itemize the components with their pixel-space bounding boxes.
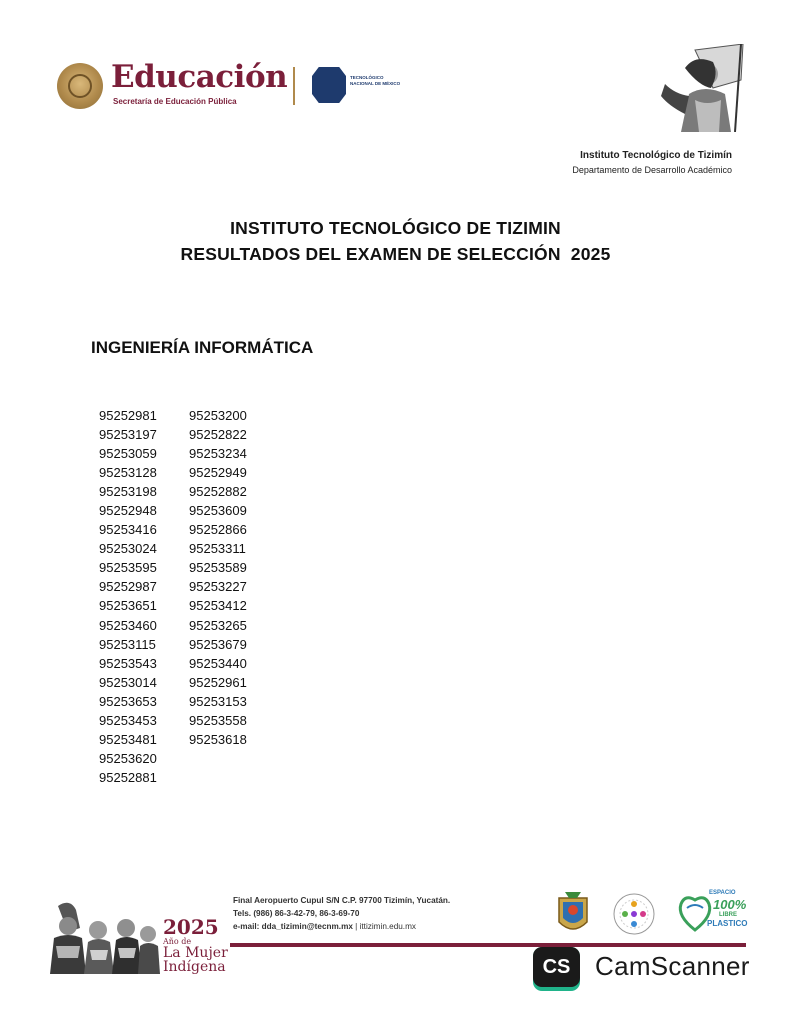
contact-block <box>233 894 450 933</box>
mexican-seal-icon <box>57 63 103 109</box>
plastic-free-logo <box>675 890 748 936</box>
result-id: 95253543 <box>99 655 157 671</box>
phones-line: Tels. (986) 86-3-42-79, 86-3-69-70 <box>233 909 360 918</box>
result-id: 95252981 <box>99 408 157 423</box>
result-id: 95253609 <box>189 503 247 519</box>
website-link[interactable]: | ittizimin.edu.mx <box>352 922 416 931</box>
result-id: 95253620 <box>99 750 157 766</box>
institution-name: Instituto Tecnológico de Tizimín <box>580 150 732 161</box>
year-commemoration <box>163 917 233 974</box>
address-line: Final Aeropuerto Cupul S/N C.P. 97700 Tizimín, Yucatán. <box>233 896 451 905</box>
results-column-2 <box>189 406 247 749</box>
result-id: 95253595 <box>99 560 157 576</box>
result-id: 95253198 <box>99 484 157 500</box>
result-id: 95253115 <box>99 636 156 652</box>
year-line-indigena: Indígena <box>163 959 226 975</box>
year-line-la-mujer: La Mujer <box>163 945 228 961</box>
document-title-line1: INSTITUTO TECNOLÓGICO DE TIZIMIN <box>230 218 561 238</box>
logo-c-plastico: PLASTICO <box>707 919 748 928</box>
tecnm-line2: NACIONAL DE MÉXICO <box>350 81 401 86</box>
logo-c-libre: LIBRE <box>719 912 737 918</box>
result-id: 95253059 <box>99 446 157 462</box>
result-id: 95252866 <box>189 522 247 538</box>
result-id: 95253412 <box>189 598 247 614</box>
year-line-ano-de: Año de <box>163 937 192 946</box>
logo-c-espacio: ESPACIO <box>709 890 736 896</box>
result-id: 95253265 <box>189 617 247 633</box>
result-id: 95253024 <box>99 541 157 557</box>
indigenous-women-illustration <box>40 898 160 974</box>
email-web-line <box>233 920 450 933</box>
result-id: 95253197 <box>99 427 157 443</box>
camscanner-logo-icon <box>533 947 580 991</box>
result-id: 95253618 <box>189 731 247 747</box>
email-link[interactable]: e-mail: dda_tizimin@tecnm.mx <box>233 922 353 931</box>
result-id: 95252882 <box>189 484 247 500</box>
sep-subtitle: Secretaría de Educación Pública <box>113 97 237 106</box>
results-column-1 <box>99 406 157 787</box>
sep-educacion-logo <box>57 59 407 109</box>
camscanner-wordmark: CamScanner <box>595 951 750 981</box>
heroine-illustration <box>655 44 745 132</box>
tecnm-line1: TECNOLÓGICO <box>350 75 384 80</box>
result-id: 95253460 <box>99 617 157 633</box>
program-heading: INGENIERÍA INFORMÁTICA <box>91 338 314 357</box>
tecnm-shield-icon <box>312 67 346 103</box>
logo-divider <box>293 67 295 105</box>
result-id: 95253651 <box>99 598 157 614</box>
result-id: 95253311 <box>189 541 246 557</box>
result-id: 95253014 <box>99 674 157 690</box>
result-id: 95252948 <box>99 503 157 519</box>
result-id: 95253481 <box>99 731 157 747</box>
result-id: 95252987 <box>99 579 157 595</box>
year-2025: 2025 <box>163 915 219 939</box>
result-id: 95253227 <box>189 579 247 595</box>
tizimin-crest-logo <box>553 888 593 938</box>
result-id: 95253234 <box>189 446 247 462</box>
result-id: 95253128 <box>99 465 157 481</box>
result-id: 95253558 <box>189 712 247 728</box>
result-id: 95253453 <box>99 712 157 728</box>
camscanner-watermark <box>533 945 773 993</box>
result-id: 95253589 <box>189 560 247 576</box>
result-id: 95253416 <box>99 522 157 538</box>
logo-c-100: 100% <box>713 897 747 912</box>
result-id: 95253679 <box>189 636 247 652</box>
result-id: 95252881 <box>99 769 157 785</box>
result-id: 95252822 <box>189 427 247 443</box>
equality-seal-logo <box>612 892 656 936</box>
camscanner-badge-text: CS <box>533 947 580 987</box>
document-title-line2: RESULTADOS DEL EXAMEN DE SELECCIÓN 2025 <box>180 244 611 264</box>
tecnm-wordmark <box>350 75 400 87</box>
result-id: 95253200 <box>189 408 247 423</box>
educacion-wordmark: Educación <box>111 59 288 95</box>
result-id: 95253153 <box>189 693 247 709</box>
result-id: 95252949 <box>189 465 247 481</box>
department-name: Departamento de Desarrollo Académico <box>572 165 732 175</box>
result-id: 95252961 <box>189 674 247 690</box>
result-id: 95253653 <box>99 693 157 709</box>
result-id: 95253440 <box>189 655 247 671</box>
